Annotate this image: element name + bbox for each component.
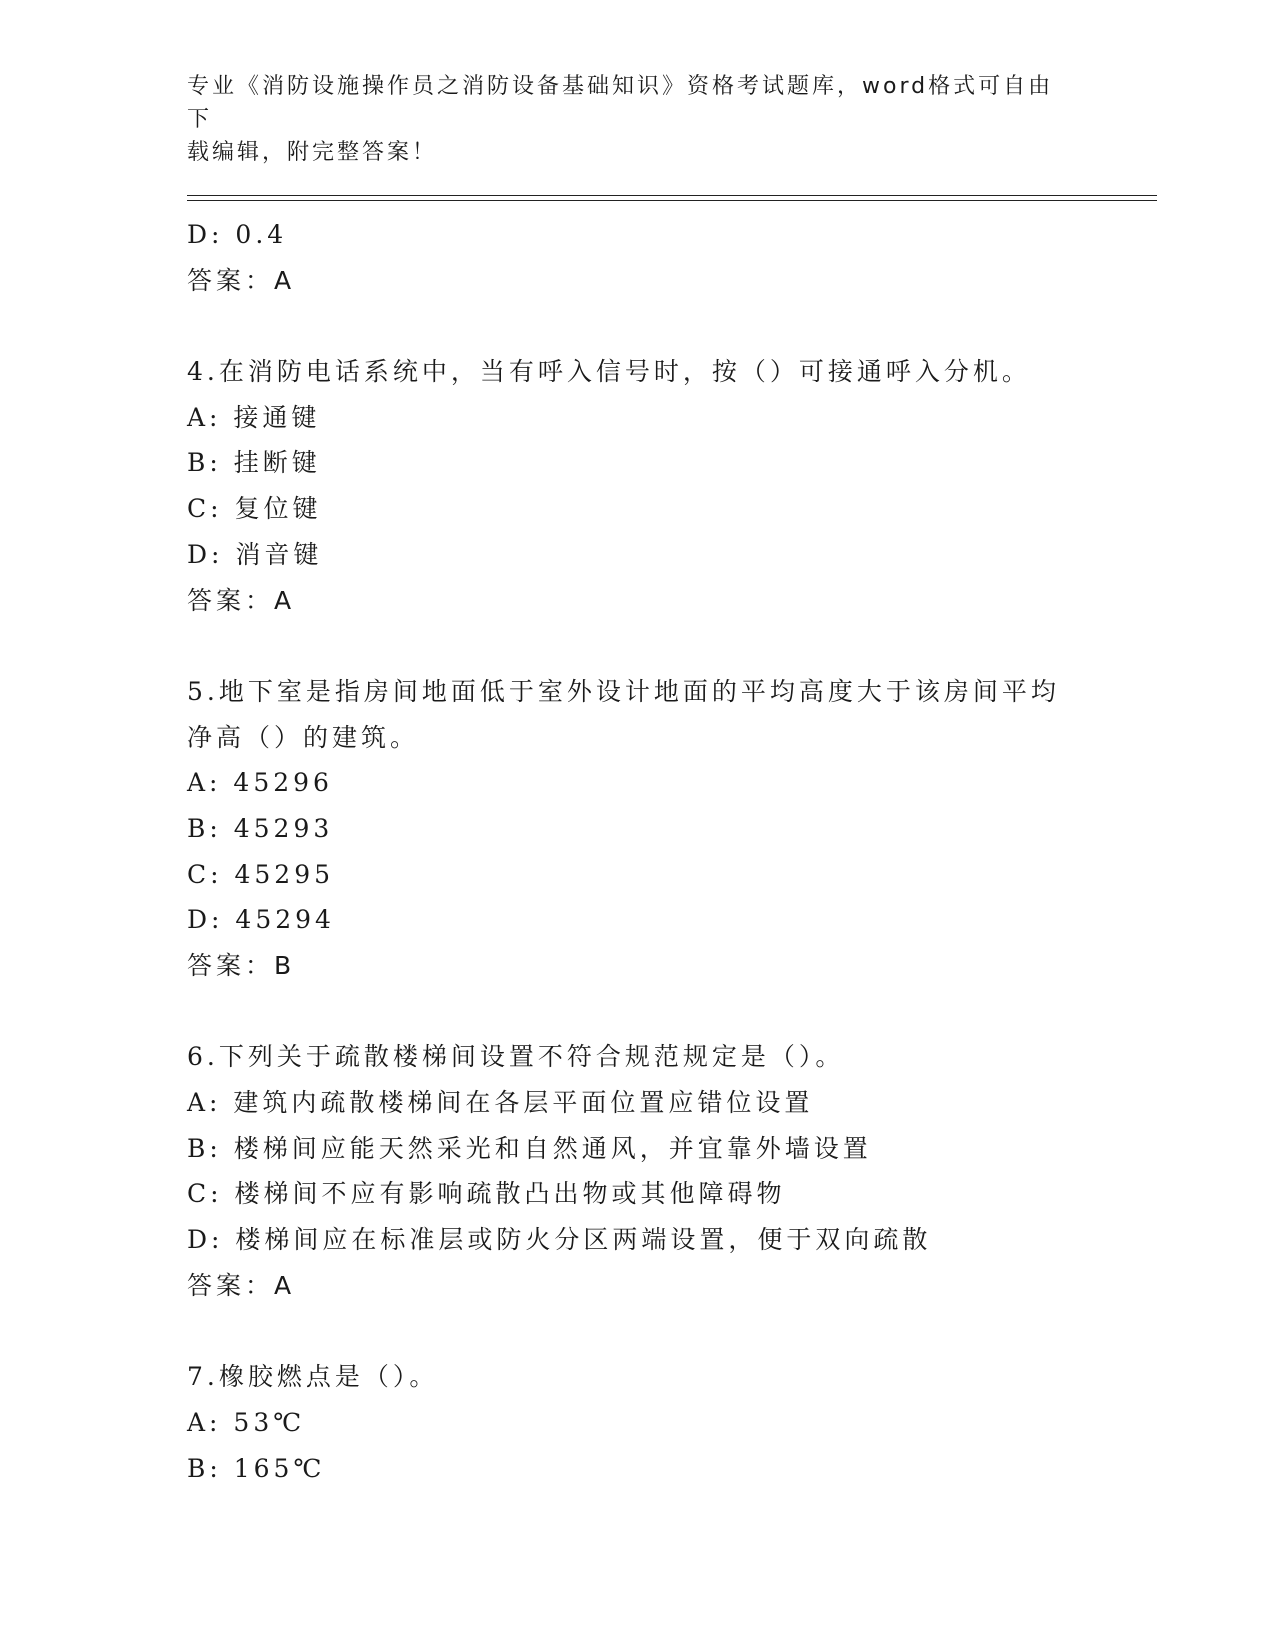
document-page xyxy=(187,70,1157,1491)
option-a: A: 45296 xyxy=(187,768,333,798)
answer-line: 答案：B xyxy=(187,951,296,980)
answer-line: 答案：A xyxy=(187,585,296,615)
option-d: D: 楼梯间应在标准层或防火分区两端设置，便于双向疏散 xyxy=(187,1225,932,1255)
option-c: C: 楼梯间不应有影响疏散凸出物或其他障碍物 xyxy=(187,1179,786,1209)
option-b: B: 165℃ xyxy=(187,1453,326,1483)
option-d: D: 消音键 xyxy=(187,539,323,569)
header-divider xyxy=(187,195,1157,201)
answer-line: 答案：A xyxy=(187,1270,296,1300)
question-stem-continued: 净高（）的建筑。 xyxy=(187,722,420,752)
header-line-2: 载编辑，附完整答案！ xyxy=(187,140,438,165)
option-c: C: 45295 xyxy=(187,859,335,889)
option-c: C: 复位键 xyxy=(187,494,322,524)
answer-line: 答案：A xyxy=(187,265,296,295)
option-a: A: 建筑内疏散楼梯间在各层平面位置应错位设置 xyxy=(187,1088,814,1118)
spacer xyxy=(187,1309,1157,1355)
question-stem: 7.橡胶燃点是（）。 xyxy=(187,1362,439,1392)
question-stem: 4.在消防电话系统中，当有呼入信号时，按（）可接通呼入分机。 xyxy=(187,357,1031,387)
question-stem: 5.地下室是指房间地面低于室外设计地面的平均高度大于该房间平均 xyxy=(187,676,1060,706)
spacer xyxy=(187,989,1157,1035)
document-header xyxy=(187,70,1067,169)
spacer xyxy=(187,623,1157,669)
spacer xyxy=(187,303,1157,349)
header-line-1: 专业《消防设施操作员之消防设备基础知识》资格考试题库，word格式可自由下 xyxy=(187,74,1054,132)
question-list xyxy=(187,212,1157,1491)
option-d: D: 0.4 xyxy=(187,220,288,249)
question-stem: 6.下列关于疏散楼梯间设置不符合规范规定是（）。 xyxy=(187,1042,845,1072)
option-b: B: 挂断键 xyxy=(187,448,321,478)
option-a: A: 接通键 xyxy=(187,402,321,432)
option-b: B: 45293 xyxy=(187,813,334,843)
option-b: B: 楼梯间应能天然采光和自然通风，并宜靠外墙设置 xyxy=(187,1133,872,1163)
option-d: D: 45294 xyxy=(187,905,335,935)
option-a: A: 53℃ xyxy=(187,1407,306,1437)
